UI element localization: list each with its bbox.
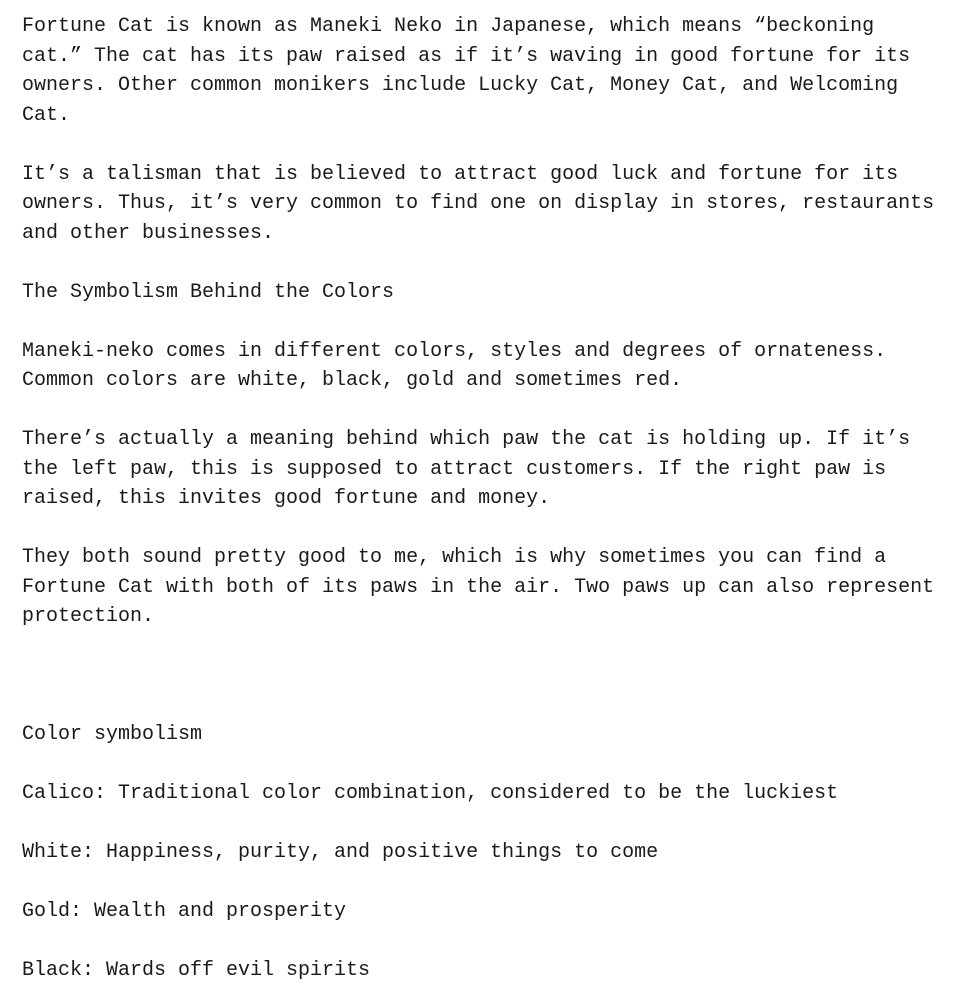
- color-symbolism-list: [22, 779, 938, 986]
- intro-paragraph: It’s a talisman that is believed to attract good luck and fortune for its owners. Thus, it’s very common to find one on display in stores, restaurants and other businesses.: [22, 162, 947, 245]
- intro-paragraph: Fortune Cat is known as Maneki Neko in Japanese, which means “beckoning cat.” The cat has its paw raised as if it’s waving in good fortune for its owners. Other common monikers include Lucky Cat, Money Cat, and Welcoming Cat.: [22, 15, 923, 127]
- list-item: Black: Wards off evil spirits: [22, 959, 371, 982]
- list-item: Gold: Wealth and prosperity: [22, 900, 347, 923]
- body-paragraph: They both sound pretty good to me, which is why sometimes you can find a Fortune Cat with both of its paws in the air. Two paws up can also represent protection.: [22, 546, 947, 628]
- color-symbolism-heading: Color symbolism: [22, 723, 203, 746]
- blank-space: [22, 661, 938, 720]
- section-heading: The Symbolism Behind the Colors: [22, 280, 395, 304]
- list-item: Calico: Traditional color combination, considered to be the luckiest: [22, 782, 839, 805]
- body-paragraph: There’s actually a meaning behind which paw the cat is holding up. If it’s the left paw, this is supposed to attract customers. If the right paw is raised, this invites good fortune and money.: [22, 428, 923, 510]
- body-paragraph: Maneki-neko comes in different colors, styles and degrees of ornateness. Common colors are white, black, gold and sometimes red.: [22, 339, 899, 392]
- list-item: White: Happiness, purity, and positive things to come: [22, 841, 659, 864]
